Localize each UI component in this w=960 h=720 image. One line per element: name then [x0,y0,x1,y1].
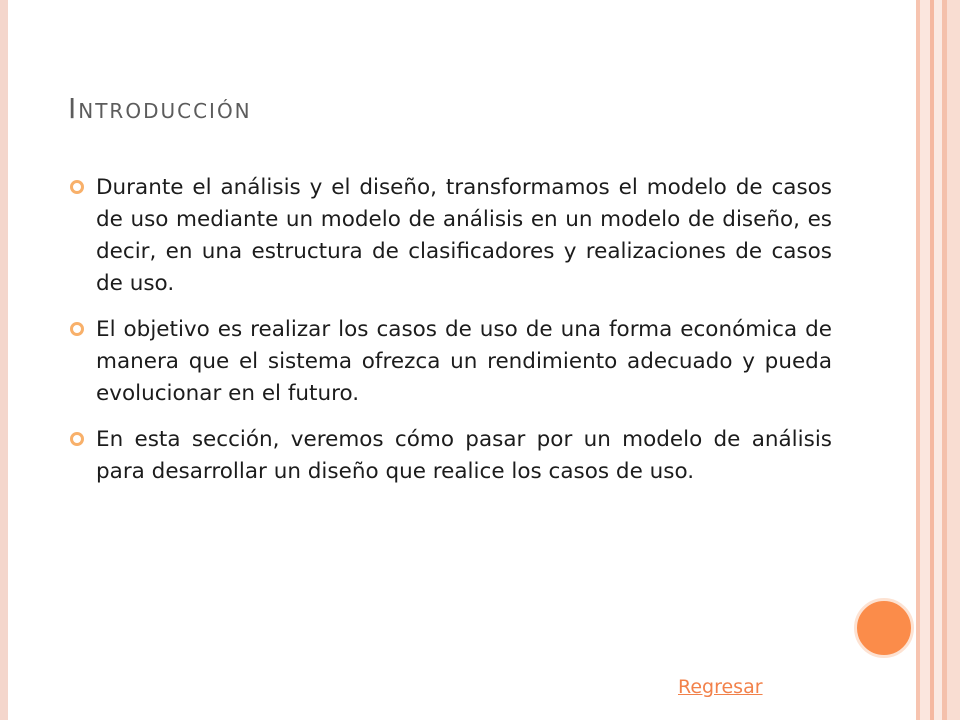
bullet-text: Durante el análisis y el diseño, transformamos el modelo de casos de uso mediante un modelo de análisis en un modelo de diseño, es decir, en una estructura de clasificadores y realizaciones de casos de uso. [96,175,832,296]
decorative-stripe [934,0,942,720]
bullet-list [70,172,832,502]
bullet-text: En esta sección, veremos cómo pasar por un modelo de análisis para desarrollar un diseño que realice los casos de uso. [96,427,832,484]
decorative-circle [854,598,914,658]
slide-canvas [8,0,916,720]
bullet-ring-icon [70,432,84,446]
bullet-text: El objetivo es realizar los casos de uso de una forma económica de manera que el sistema ofrezca un rendimiento adecuado y pueda evolucionar en el futuro. [96,317,832,406]
decorative-stripe [947,0,960,720]
list-item [70,172,832,300]
bullet-ring-icon [70,322,84,336]
bullet-ring-icon [70,180,84,194]
slide-title: Introducción [68,92,252,125]
back-link[interactable]: Regresar [678,676,763,698]
list-item [70,424,832,488]
decorative-stripe [920,0,930,720]
list-item [70,314,832,410]
